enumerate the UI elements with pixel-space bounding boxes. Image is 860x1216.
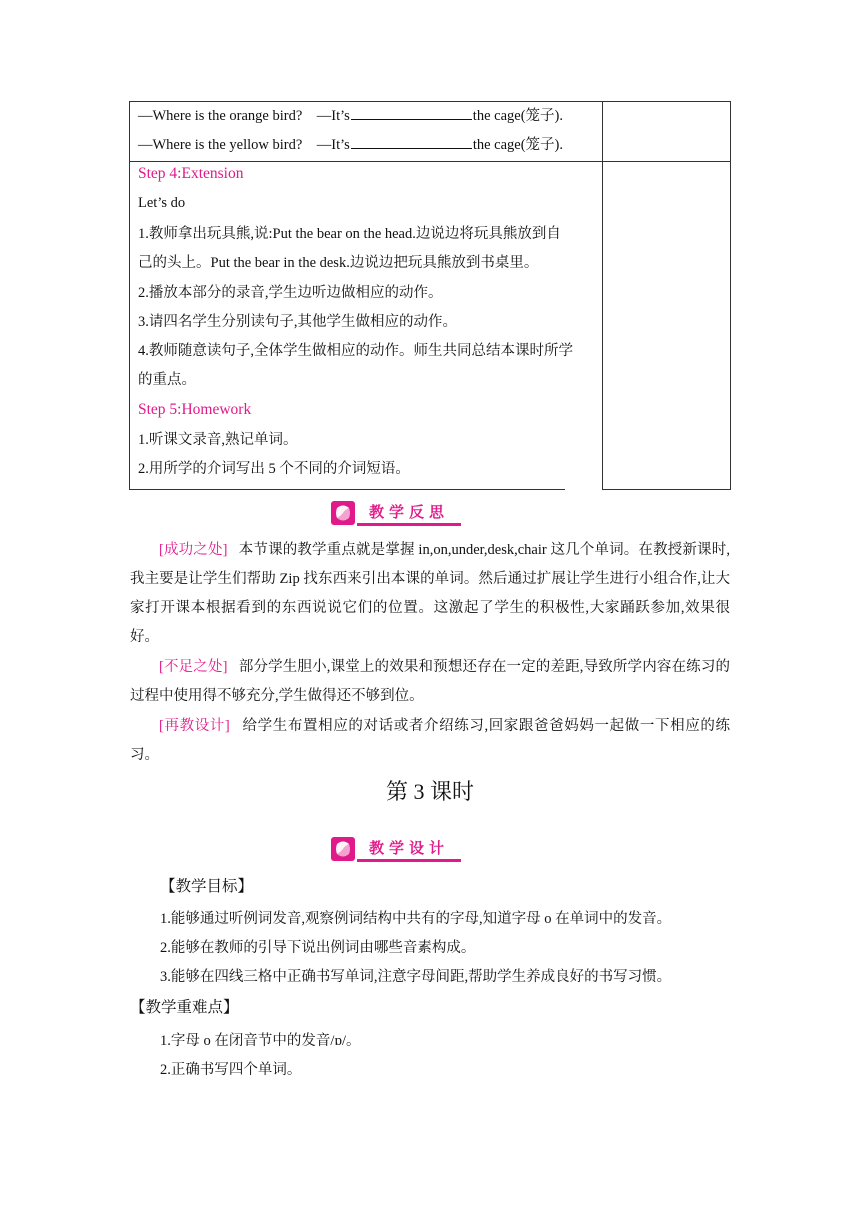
keypoints-heading: 【教学重难点】 [130, 999, 239, 1016]
table-border-top [129, 101, 731, 102]
reflection-shortcoming [130, 653, 730, 711]
fill-in-blank [351, 135, 472, 149]
reflection-banner [331, 500, 461, 526]
dialog-answer-start: —It’s [316, 137, 350, 153]
step5-title: Step 5:Homework [138, 401, 252, 418]
step4-line: 的重点。 [138, 372, 196, 388]
step4-line: 己的头上。Put the bear in the desk.边说边把玩具熊放到书桌里。 [138, 255, 539, 271]
dialog-line [138, 135, 563, 155]
keypoint-item: 2.正确书写四个单词。 [160, 1062, 302, 1078]
shortcoming-tag: [不足之处] [159, 659, 228, 675]
design-banner [331, 836, 461, 862]
redesign-text: 给学生布置相应的对话或者介绍练习,回家跟爸爸妈妈一起做一下相应的练习。 [130, 718, 731, 763]
step5-line: 1.听课文录音,熟记单词。 [138, 432, 298, 448]
table-border-right [730, 101, 731, 490]
goal-item: 1.能够通过听例词发音,观察例词结构中共有的字母,知道字母 o 在单词中的发音。 [160, 911, 672, 927]
goal-item: 3.能够在四线三格中正确书写单词,注意字母间距,帮助学生养成良好的书写习惯。 [160, 969, 672, 985]
swirl-logo-icon [331, 837, 355, 861]
goals-heading: 【教学目标】 [160, 878, 254, 895]
step4-line: 3.请四名学生分别读句子,其他学生做相应的动作。 [138, 314, 457, 330]
swirl-logo-icon [331, 501, 355, 525]
reflection-redesign [130, 712, 730, 770]
success-tag: [成功之处] [159, 542, 228, 558]
shortcoming-text: 部分学生胆小,课堂上的效果和预想还存在一定的差距,导致所学内容在练习的过程中使用得不够充分,学生做得还不够到位。 [130, 659, 731, 704]
keypoint-item: 1.字母 o 在闭音节中的发音/ɒ/。 [160, 1033, 361, 1049]
step4-line: 4.教师随意读句子,全体学生做相应的动作。师生共同总结本课时所学 [138, 343, 573, 359]
table-row-divider [129, 161, 731, 162]
dialog-line [138, 106, 563, 126]
dialog-answer-end: the cage(笼子). [472, 108, 563, 124]
dialog-answer-end: the cage(笼子). [472, 137, 563, 153]
lesson-title: 第 3 课时 [385, 779, 474, 804]
step4-line: 2.播放本部分的录音,学生边听边做相应的动作。 [138, 285, 443, 301]
success-text: 本节课的教学重点就是掌握 in,on,under,desk,chair 这几个单词。在教授新课时,我主要是让学生们帮助 Zip 找东西来引出本课的单词。然后通过扩展让学生进行小组合作,让大家打开课本根据看到的东西说说它们的位置。这激起了学生的积极性,大家踊跃参加,效果很好。 [130, 542, 730, 645]
step5-line: 2.用所学的介词写出 5 个不同的介词短语。 [138, 461, 410, 477]
step4-subtitle: Let’s do [138, 195, 186, 211]
dialog-answer-start: —It’s [316, 108, 350, 124]
dialog-question: —Where is the yellow bird? [138, 137, 303, 153]
table-border-bottom-right [602, 489, 731, 490]
table-border-left [129, 101, 130, 490]
dialog-question: —Where is the orange bird? [138, 108, 303, 124]
redesign-tag: [再教设计] [159, 718, 230, 734]
goal-item: 2.能够在教师的引导下说出例词由哪些音素构成。 [160, 940, 476, 956]
reflection-success [130, 536, 730, 652]
table-column-divider [602, 101, 603, 490]
banner-title: 教学反思 [357, 501, 461, 526]
banner-title: 教学设计 [357, 837, 461, 862]
table-border-bottom-left [129, 489, 565, 490]
fill-in-blank [351, 106, 472, 120]
step4-line: 1.教师拿出玩具熊,说:Put the bear on the head.边说边将玩具熊放到自 [138, 226, 561, 242]
step4-title: Step 4:Extension [138, 165, 244, 182]
